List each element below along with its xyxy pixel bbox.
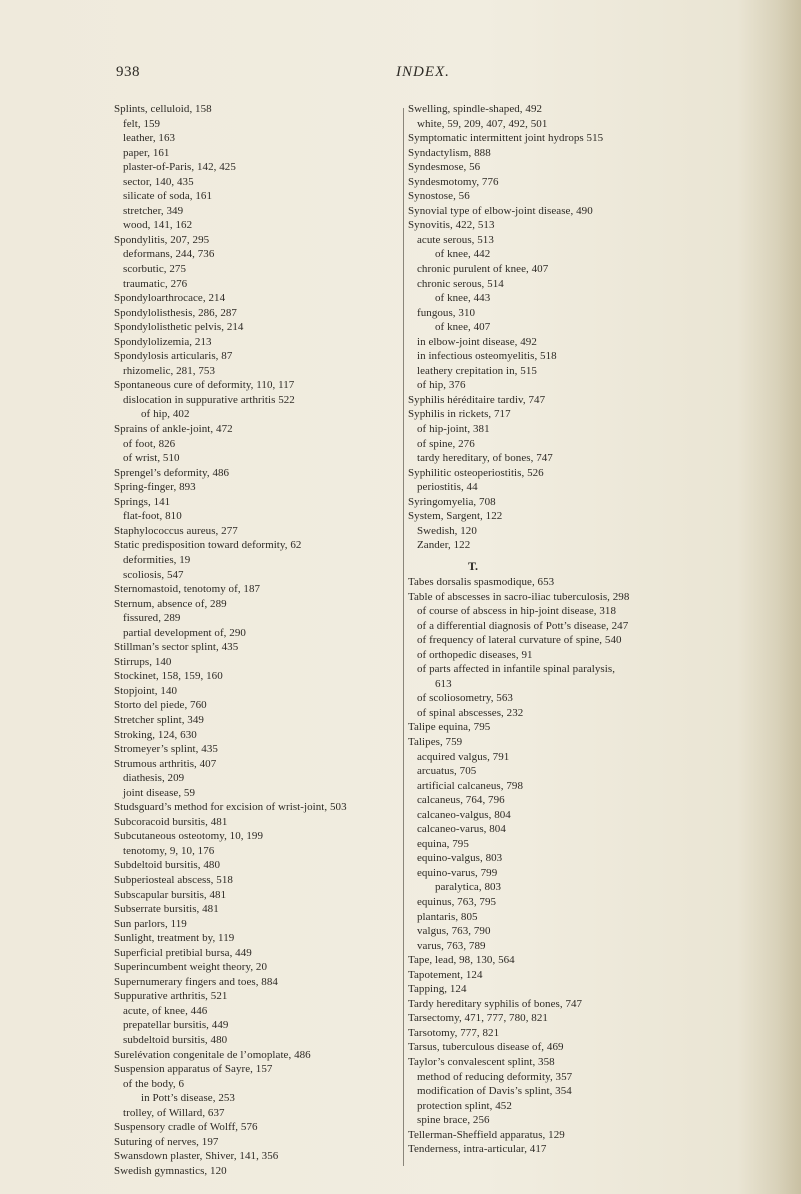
index-entry: of knee, 407 bbox=[435, 321, 491, 334]
index-entry: Superficial pretibial bursa, 449 bbox=[114, 946, 252, 959]
index-entry: Tarsus, tuberculous disease of, 469 bbox=[408, 1041, 564, 1054]
index-entry: diathesis, 209 bbox=[123, 772, 185, 785]
index-entry: Stockinet, 158, 159, 160 bbox=[114, 670, 223, 683]
index-entry: Synovitis, 422, 513 bbox=[408, 219, 495, 232]
index-entry: Syphilitic osteoperiostitis, 526 bbox=[408, 466, 544, 479]
right-column-s-entries bbox=[408, 102, 708, 553]
index-entry: Swedish, 120 bbox=[417, 524, 477, 537]
index-entry: Suturing of nerves, 197 bbox=[114, 1135, 219, 1148]
index-entry: scoliosis, 547 bbox=[123, 568, 184, 581]
index-entry: modification of Davis’s splint, 354 bbox=[417, 1085, 572, 1098]
index-entry: Spondyloarthrocace, 214 bbox=[114, 292, 226, 305]
index-entry: of knee, 443 bbox=[435, 292, 491, 305]
index-entry: valgus, 763, 790 bbox=[417, 925, 491, 938]
index-entry: Syringomyelia, 708 bbox=[408, 495, 496, 508]
index-entry: Sunlight, treatment by, 119 bbox=[114, 932, 235, 945]
index-entry: Spondylitis, 207, 295 bbox=[114, 233, 210, 246]
index-entry: paper, 161 bbox=[123, 146, 170, 159]
index-entry: Tellerman-Sheffield apparatus, 129 bbox=[408, 1128, 565, 1141]
index-entry: System, Sargent, 122 bbox=[408, 510, 503, 523]
index-entry: Tapotement, 124 bbox=[408, 968, 483, 981]
index-entry: Tapping, 124 bbox=[408, 983, 467, 996]
index-entry: periostitis, 44 bbox=[417, 481, 478, 494]
index-entry: trolley, of Willard, 637 bbox=[123, 1106, 225, 1119]
index-entry: Spondylolisthetic pelvis, 214 bbox=[114, 321, 244, 334]
index-entry: Tabes dorsalis spasmodique, 653 bbox=[408, 575, 555, 588]
index-entry: method of reducing deformity, 357 bbox=[417, 1070, 573, 1083]
index-entry: Spontaneous cure of deformity, 110, 117 bbox=[114, 379, 295, 392]
index-entry: artificial calcaneus, 798 bbox=[417, 779, 524, 792]
index-entry: of orthopedic diseases, 91 bbox=[417, 648, 533, 661]
index-entry: fungous, 310 bbox=[417, 306, 476, 319]
index-entry: tardy hereditary, of bones, 747 bbox=[417, 452, 553, 465]
index-entry: acquired valgus, 791 bbox=[417, 750, 510, 763]
index-entry: chronic purulent of knee, 407 bbox=[417, 263, 549, 276]
index-entry: Symptomatic intermittent joint hydrops 515 bbox=[408, 132, 604, 145]
index-entry: in elbow-joint disease, 492 bbox=[417, 335, 537, 348]
index-columns bbox=[114, 102, 704, 1177]
index-entry: Tape, lead, 98, 130, 564 bbox=[408, 954, 515, 967]
index-entry: Superincumbent weight theory, 20 bbox=[114, 961, 268, 974]
index-entry: Spondylosis articularis, 87 bbox=[114, 350, 233, 363]
index-entry: traumatic, 276 bbox=[123, 277, 188, 290]
index-entry: stretcher, 349 bbox=[123, 204, 184, 217]
index-entry: of the body, 6 bbox=[123, 1077, 185, 1090]
index-entry: protection splint, 452 bbox=[417, 1099, 512, 1112]
index-entry: varus, 763, 789 bbox=[417, 939, 486, 952]
index-entry: plaster-of-Paris, 142, 425 bbox=[123, 161, 236, 174]
index-entry: Talipes, 759 bbox=[408, 735, 463, 748]
index-entry: Tarsotomy, 777, 821 bbox=[408, 1026, 500, 1039]
page-number: 938 bbox=[116, 64, 140, 80]
section-letter: T. bbox=[467, 558, 479, 573]
index-entry: Syphilis in rickets, 717 bbox=[408, 408, 511, 421]
index-entry: of frequency of lateral curvature of spine, 540 bbox=[417, 634, 622, 647]
index-entry: Syphilis héréditaire tardiv, 747 bbox=[408, 393, 546, 406]
index-entry: partial development of, 290 bbox=[123, 626, 246, 639]
index-entry: Subserrate bursitis, 481 bbox=[114, 903, 219, 916]
index-entry: Subcoracoid bursitis, 481 bbox=[114, 815, 228, 828]
index-entry: Syndesmotomy, 776 bbox=[408, 175, 499, 188]
index-entry: of wrist, 510 bbox=[123, 452, 180, 465]
index-entry: Suppurative arthritis, 521 bbox=[114, 990, 228, 1003]
index-entry: Splints, celluloid, 158 bbox=[114, 103, 212, 115]
index-entry: calcaneo-valgus, 804 bbox=[417, 808, 511, 821]
index-entry: acute serous, 513 bbox=[417, 233, 494, 246]
index-entry: Zander, 122 bbox=[417, 539, 471, 552]
index-entry: Spring-finger, 893 bbox=[114, 481, 196, 494]
index-entry: sector, 140, 435 bbox=[123, 175, 194, 188]
index-entry: Swelling, spindle-shaped, 492 bbox=[408, 103, 543, 115]
index-entry: of parts affected in infantile spinal paralysis, bbox=[417, 663, 615, 676]
index-entry: plantaris, 805 bbox=[417, 910, 478, 923]
index-entry: Synovial type of elbow-joint disease, 490 bbox=[408, 204, 593, 217]
index-entry: Table of abscesses in sacro-iliac tuberculosis, 298 bbox=[408, 590, 630, 603]
index-entry: leathery crepitation in, 515 bbox=[417, 364, 537, 377]
column-divider bbox=[403, 108, 404, 1166]
index-entry: Stretcher splint, 349 bbox=[114, 713, 204, 726]
index-entry: Sprains of ankle-joint, 472 bbox=[114, 423, 233, 436]
index-entry: in infectious osteomyelitis, 518 bbox=[417, 350, 557, 363]
index-entry: fissured, 289 bbox=[123, 612, 181, 625]
index-entry: in Pott’s disease, 253 bbox=[141, 1092, 235, 1105]
index-entry: Spondylolisthesis, 286, 287 bbox=[114, 306, 237, 319]
index-entry: deformans, 244, 736 bbox=[123, 248, 215, 261]
index-entry: Stirrups, 140 bbox=[114, 655, 172, 668]
index-entry: joint disease, 59 bbox=[123, 786, 196, 799]
index-entry: Suspension apparatus of Sayre, 157 bbox=[114, 1063, 273, 1076]
index-entry: deformities, 19 bbox=[123, 553, 191, 566]
index-entry: of hip, 402 bbox=[141, 408, 190, 421]
index-entry: of foot, 826 bbox=[123, 437, 176, 450]
index-entry: Suspensory cradle of Wolff, 576 bbox=[114, 1121, 258, 1134]
index-entry: Storto del piede, 760 bbox=[114, 699, 207, 712]
index-entry: paralytica, 803 bbox=[435, 881, 502, 894]
index-entry: Studsguard’s method for excision of wrist-joint, 503 bbox=[114, 801, 347, 814]
index-entry: of a differential diagnosis of Pott’s disease, 247 bbox=[417, 619, 629, 632]
right-column bbox=[408, 102, 708, 1157]
index-entry: Sprengel’s deformity, 486 bbox=[114, 466, 230, 479]
index-entry: Supernumerary fingers and toes, 884 bbox=[114, 975, 278, 988]
index-entry: equinus, 763, 795 bbox=[417, 895, 497, 908]
index-entry: tenotomy, 9, 10, 176 bbox=[123, 844, 215, 857]
index-entry: Syndesmose, 56 bbox=[408, 161, 481, 174]
index-entry: Syndactylism, 888 bbox=[408, 146, 491, 159]
index-entry: scorbutic, 275 bbox=[123, 263, 187, 276]
index-entry: of course of abscess in hip-joint disease, 318 bbox=[417, 605, 617, 618]
index-entry: calcaneo-varus, 804 bbox=[417, 823, 506, 836]
index-entry: chronic serous, 514 bbox=[417, 277, 504, 290]
left-column bbox=[114, 102, 404, 1178]
index-entry: white, 59, 209, 407, 492, 501 bbox=[417, 117, 548, 130]
index-entry: Taylor’s convalescent splint, 358 bbox=[408, 1056, 555, 1068]
index-entry: Spondylolizemia, 213 bbox=[114, 335, 212, 348]
index-entry: of hip, 376 bbox=[417, 379, 466, 392]
index-entry: Subdeltoid bursitis, 480 bbox=[114, 859, 221, 872]
index-entry: dislocation in suppurative arthritis 522 bbox=[123, 393, 295, 406]
index-entry: spine brace, 256 bbox=[417, 1114, 490, 1127]
index-entry: wood, 141, 162 bbox=[123, 219, 193, 232]
index-entry: silicate of soda, 161 bbox=[123, 190, 213, 203]
index-entry: of hip-joint, 381 bbox=[417, 423, 490, 436]
index-entry: Sternomastoid, tenotomy of, 187 bbox=[114, 583, 261, 596]
index-entry: Swedish gymnastics, 120 bbox=[114, 1164, 227, 1177]
index-entry: equina, 795 bbox=[417, 837, 469, 850]
index-entry: arcuatus, 705 bbox=[417, 765, 477, 778]
index-entry: 613 bbox=[435, 677, 452, 690]
index-entry: subdeltoid bursitis, 480 bbox=[123, 1034, 228, 1046]
index-entry: Springs, 141 bbox=[114, 495, 171, 508]
index-entry: Stromeyer’s splint, 435 bbox=[114, 743, 218, 756]
index-entry: Surelévation congenitale de l’omoplate, 486 bbox=[114, 1048, 311, 1061]
index-entry: Staphylococcus aureus, 277 bbox=[114, 524, 238, 537]
index-entry: leather, 163 bbox=[123, 132, 176, 145]
right-column-t-entries bbox=[408, 575, 708, 1157]
index-entry: Tarsectomy, 471, 777, 780, 821 bbox=[408, 1012, 548, 1025]
index-entry: Strumous arthritis, 407 bbox=[114, 757, 217, 770]
index-entry: Tenderness, intra-articular, 417 bbox=[408, 1143, 547, 1156]
index-entry: felt, 159 bbox=[123, 117, 161, 130]
index-entry: Sternum, absence of, 289 bbox=[114, 597, 227, 610]
index-entry: of spine, 276 bbox=[417, 437, 475, 450]
index-entry: Subcutaneous osteotomy, 10, 199 bbox=[114, 830, 264, 843]
index-entry: equino-valgus, 803 bbox=[417, 852, 503, 865]
index-entry: Stroking, 124, 630 bbox=[114, 728, 197, 741]
index-entry: Tardy hereditary syphilis of bones, 747 bbox=[408, 997, 583, 1010]
running-head: INDEX. bbox=[396, 64, 450, 80]
index-entry: acute, of knee, 446 bbox=[123, 1004, 208, 1017]
index-entry: Subperiosteal abscess, 518 bbox=[114, 873, 233, 886]
index-entry: of knee, 442 bbox=[435, 248, 491, 261]
page-header bbox=[116, 64, 676, 88]
index-entry: Static predisposition toward deformity, 62 bbox=[114, 539, 302, 552]
index-entry: Swansdown plaster, Shiver, 141, 356 bbox=[114, 1150, 279, 1163]
index-entry: equino-varus, 799 bbox=[417, 866, 498, 879]
index-entry: Talipe equina, 795 bbox=[408, 721, 491, 734]
index-entry: Synostose, 56 bbox=[408, 190, 470, 203]
index-entry: of scoliosometry, 563 bbox=[417, 692, 513, 705]
index-entry: Subscapular bursitis, 481 bbox=[114, 888, 227, 901]
index-entry: prepatellar bursitis, 449 bbox=[123, 1019, 229, 1032]
index-entry: Stillman’s sector splint, 435 bbox=[114, 641, 239, 654]
index-entry: rhizomelic, 281, 753 bbox=[123, 364, 216, 377]
index-entry: Sun parlors, 119 bbox=[114, 917, 187, 930]
index-entry: of spinal abscesses, 232 bbox=[417, 706, 524, 719]
index-entry: calcaneus, 764, 796 bbox=[417, 794, 505, 807]
index-entry: flat-foot, 810 bbox=[123, 510, 182, 523]
index-entry: Stopjoint, 140 bbox=[114, 684, 178, 697]
